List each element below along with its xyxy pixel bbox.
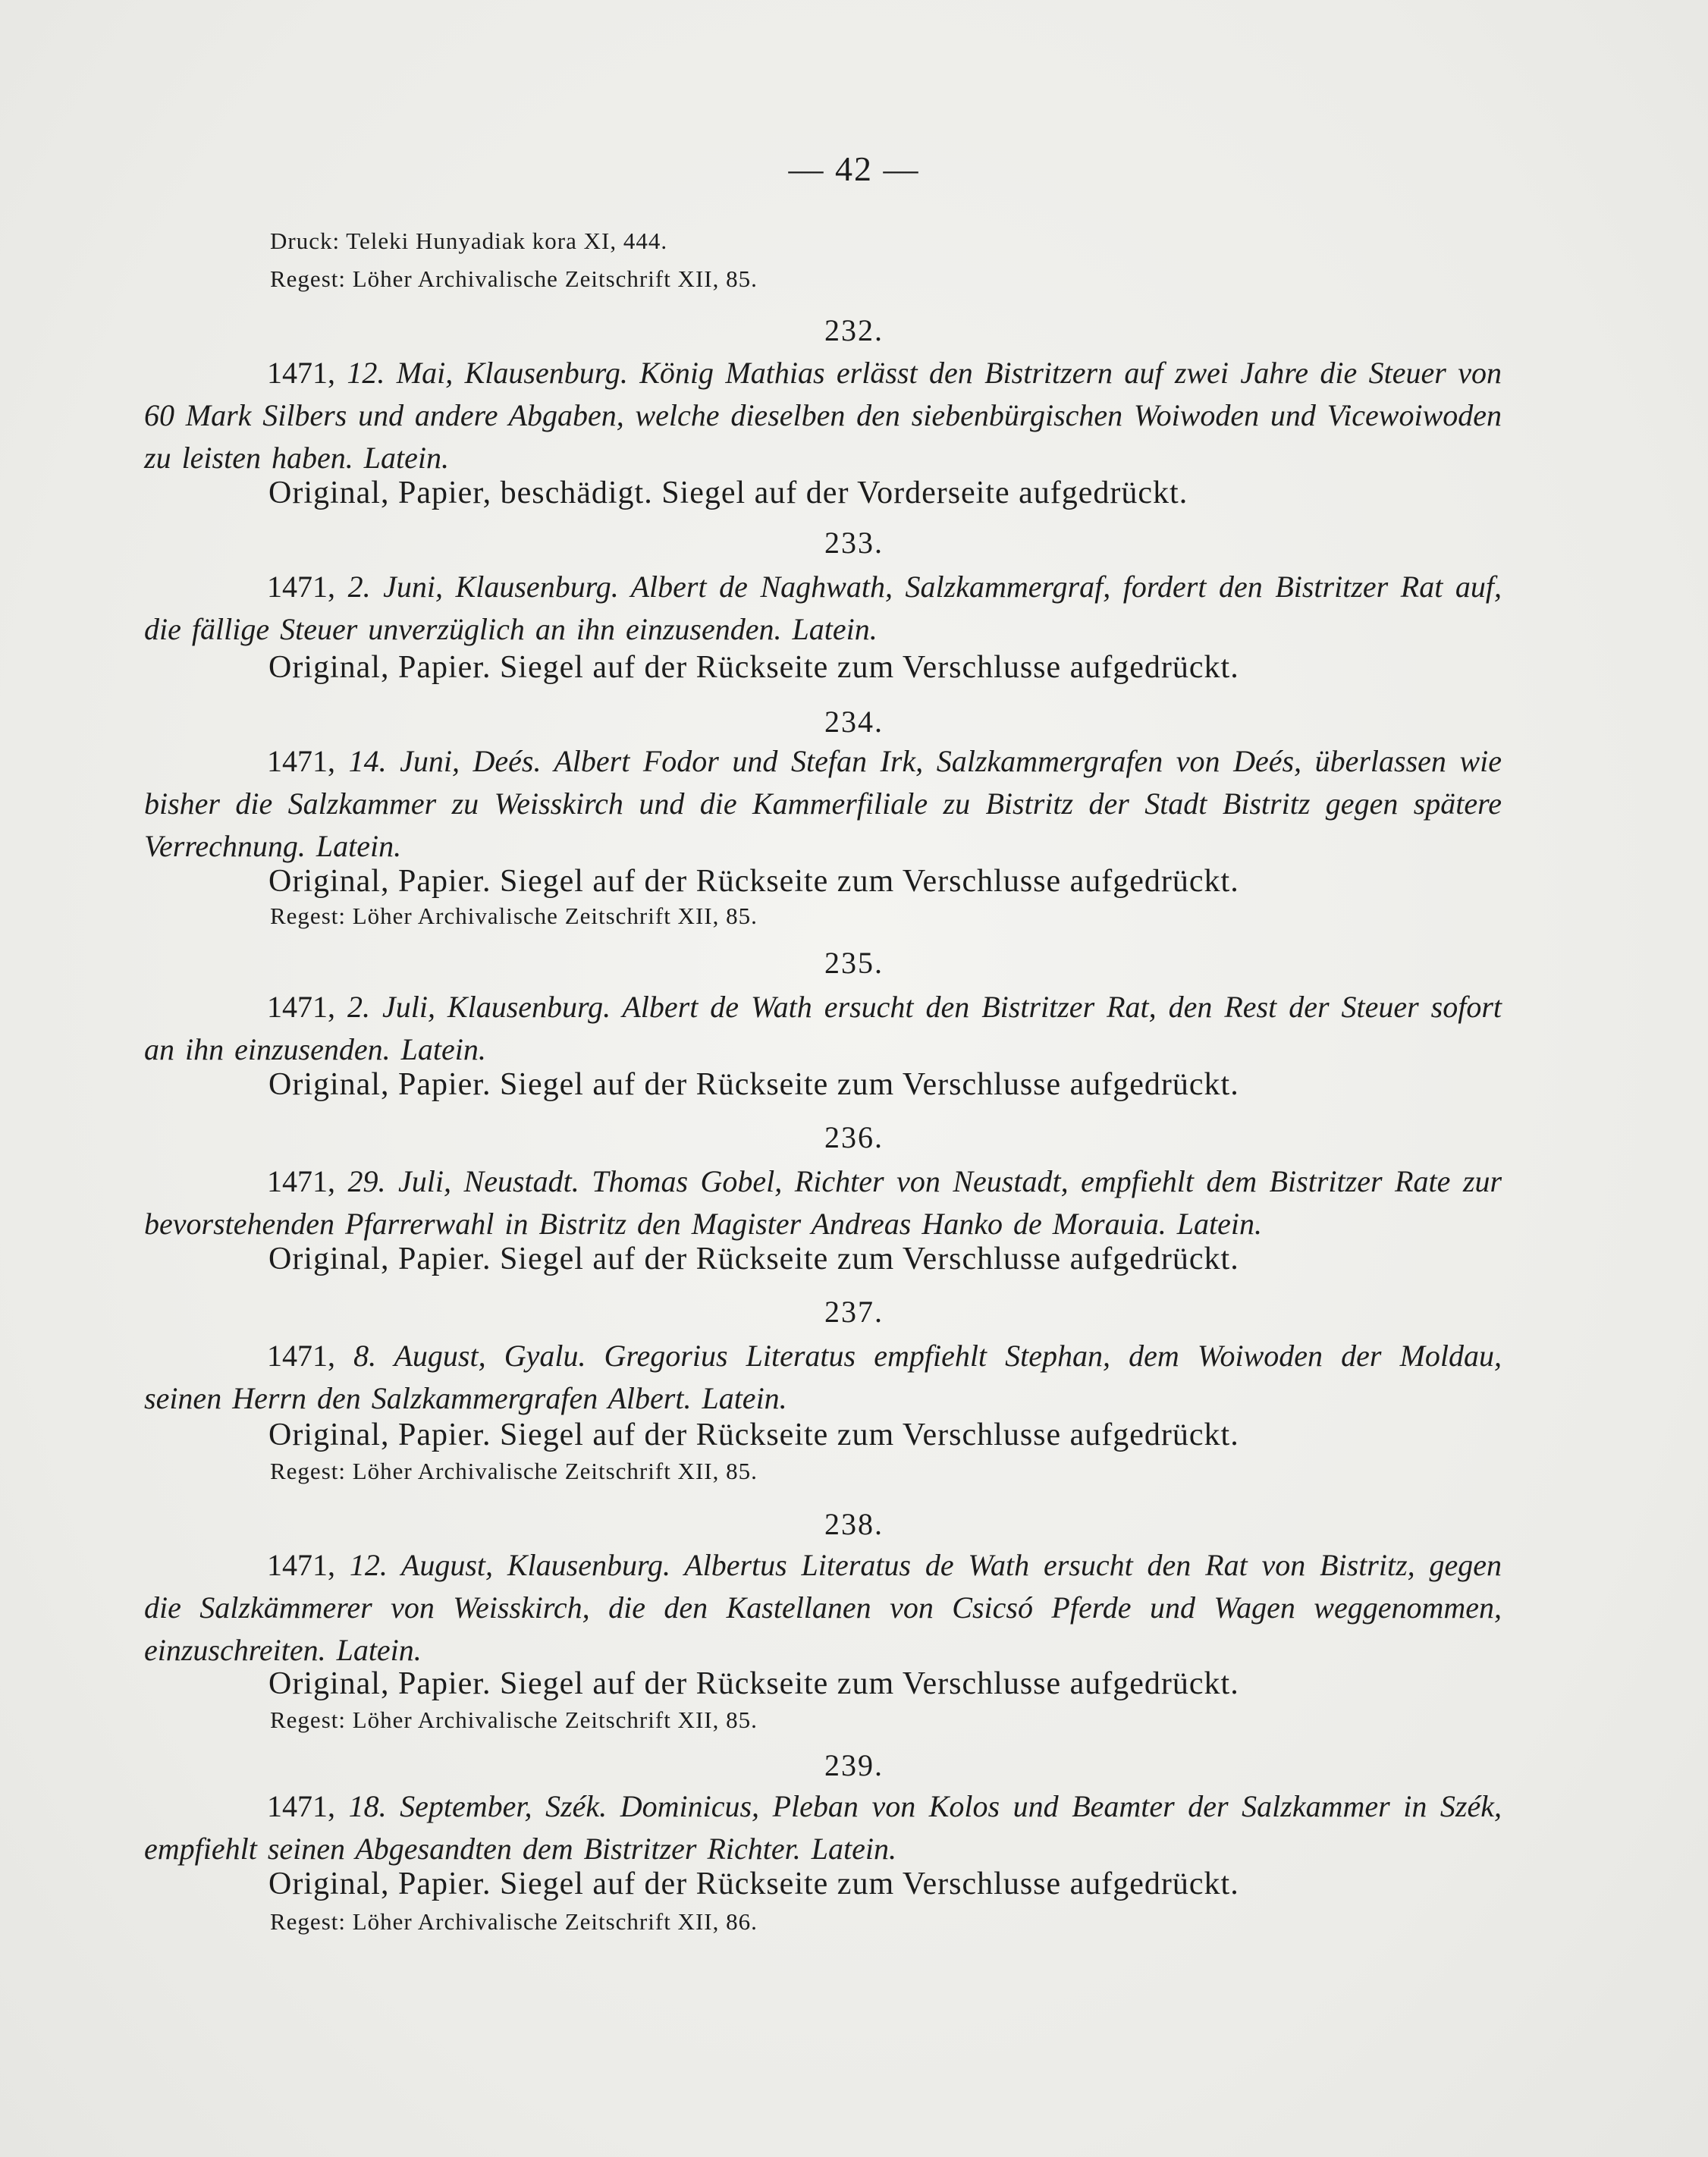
entry-regest: Regest: Löher Archivalische Zeitschrift XII, 85. [270,1706,758,1733]
entry-regest: Regest: Löher Archivalische Zeitschrift XII, 85. [270,903,758,929]
entry-body: 18. September, Szék. Dominicus, Pleban von Kolos und Beamter der Salzkammer in Szék, empfiehlt seinen Abgesandten dem Bistritzer Richter. Latein. [144,1789,1502,1866]
regest-note: Regest: Löher Archivalische Zeitschrift XII, 85. [270,265,758,292]
entry-body: 2. Juni, Klausenburg. Albert de Naghwath, Salzkammergraf, fordert den Bistritzer Rat auf, die fällige Steuer unverzüglich an ihn einzusenden. Latein. [144,570,1502,646]
entry-text [144,1335,1502,1420]
entry-year: 1471, [267,356,335,390]
entry-original: Original, Papier. Siegel auf der Rückseite zum Verschlusse aufgedrückt. [268,1067,1239,1102]
entry-body: 2. Juli, Klausenburg. Albert de Wath ersucht den Bistritzer Rat, den Rest der Steuer sofort an ihn einzusenden. Latein. [144,990,1502,1066]
entry-number: 235. [824,946,884,980]
entry-year: 1471, [267,1339,335,1373]
druck-note: Druck: Teleki Hunyadiak kora XI, 444. [270,228,668,254]
entry-year: 1471, [267,570,335,604]
entry-original: Original, Papier. Siegel auf der Rückseite zum Verschlusse aufgedrückt. [268,1242,1239,1276]
entry-number: 232. [824,313,884,347]
entry-year: 1471, [267,990,335,1024]
entry-year: 1471, [267,1789,335,1823]
entry-number: 238. [824,1507,884,1541]
entry-number: 234. [824,705,884,739]
entry-year: 1471, [267,1164,335,1198]
entry-year: 1471, [267,744,335,778]
entry-original: Original, Papier. Siegel auf der Rückseite zum Verschlusse aufgedrückt. [268,1666,1239,1701]
entry-text [144,352,1502,479]
entry-original: Original, Papier, beschädigt. Siegel auf der Vorderseite aufgedrückt. [268,476,1188,510]
entry-original: Original, Papier. Siegel auf der Rückseite zum Verschlusse aufgedrückt. [268,1867,1239,1901]
entry-text [144,740,1502,868]
entry-body: 8. August, Gyalu. Gregorius Literatus empfiehlt Stephan, dem Woiwoden der Moldau, seinen Herrn den Salzkammergrafen Albert. Latein. [144,1339,1502,1415]
entry-number: 233. [824,526,884,560]
entry-number: 236. [824,1120,884,1154]
entry-text [144,986,1502,1071]
entry-text [144,566,1502,651]
entry-text [144,1785,1502,1870]
entry-body: 14. Juni, Deés. Albert Fodor und Stefan Irk, Salzkammergrafen von Deés, überlassen wie bisher die Salzkammer zu Weisskirch und die Kammerfiliale zu Bistritz der Stadt Bistritz gegen spätere Verrechnung. Latein. [144,744,1502,863]
entry-regest: Regest: Löher Archivalische Zeitschrift XII, 85. [270,1458,758,1484]
entry-body: 12. August, Klausenburg. Albertus Literatus de Wath ersucht den Rat von Bistritz, gegen die Salzkämmerer von Weisskirch, die den Kastellanen von Csicsó Pferde und Wagen weggenommen, einzuschreiten. Latein. [144,1548,1502,1667]
entry-number: 237. [824,1295,884,1329]
entry-text [144,1544,1502,1672]
entry-regest: Regest: Löher Archivalische Zeitschrift XII, 86. [270,1908,758,1935]
entry-text [144,1160,1502,1245]
entry-year: 1471, [267,1548,335,1582]
page-number: — 42 — [788,149,920,188]
entry-number: 239. [824,1748,884,1782]
entry-original: Original, Papier. Siegel auf der Rückseite zum Verschlusse aufgedrückt. [268,1418,1239,1452]
entry-body: 29. Juli, Neustadt. Thomas Gobel, Richter von Neustadt, empfiehlt dem Bistritzer Rate zur bevorstehenden Pfarrerwahl in Bistritz den Magister Andreas Hanko de Morauia. Latein. [144,1164,1502,1241]
entry-original: Original, Papier. Siegel auf der Rückseite zum Verschlusse aufgedrückt. [268,864,1239,899]
entry-body: 12. Mai, Klausenburg. König Mathias erlässt den Bistritzern auf zwei Jahre die Steuer von 60 Mark Silbers und andere Abgaben, welche dieselben den siebenbürgischen Woiwoden und Vicewoiwoden zu leisten haben. Latein. [144,356,1502,475]
entry-original: Original, Papier. Siegel auf der Rückseite zum Verschlusse aufgedrückt. [268,650,1239,685]
